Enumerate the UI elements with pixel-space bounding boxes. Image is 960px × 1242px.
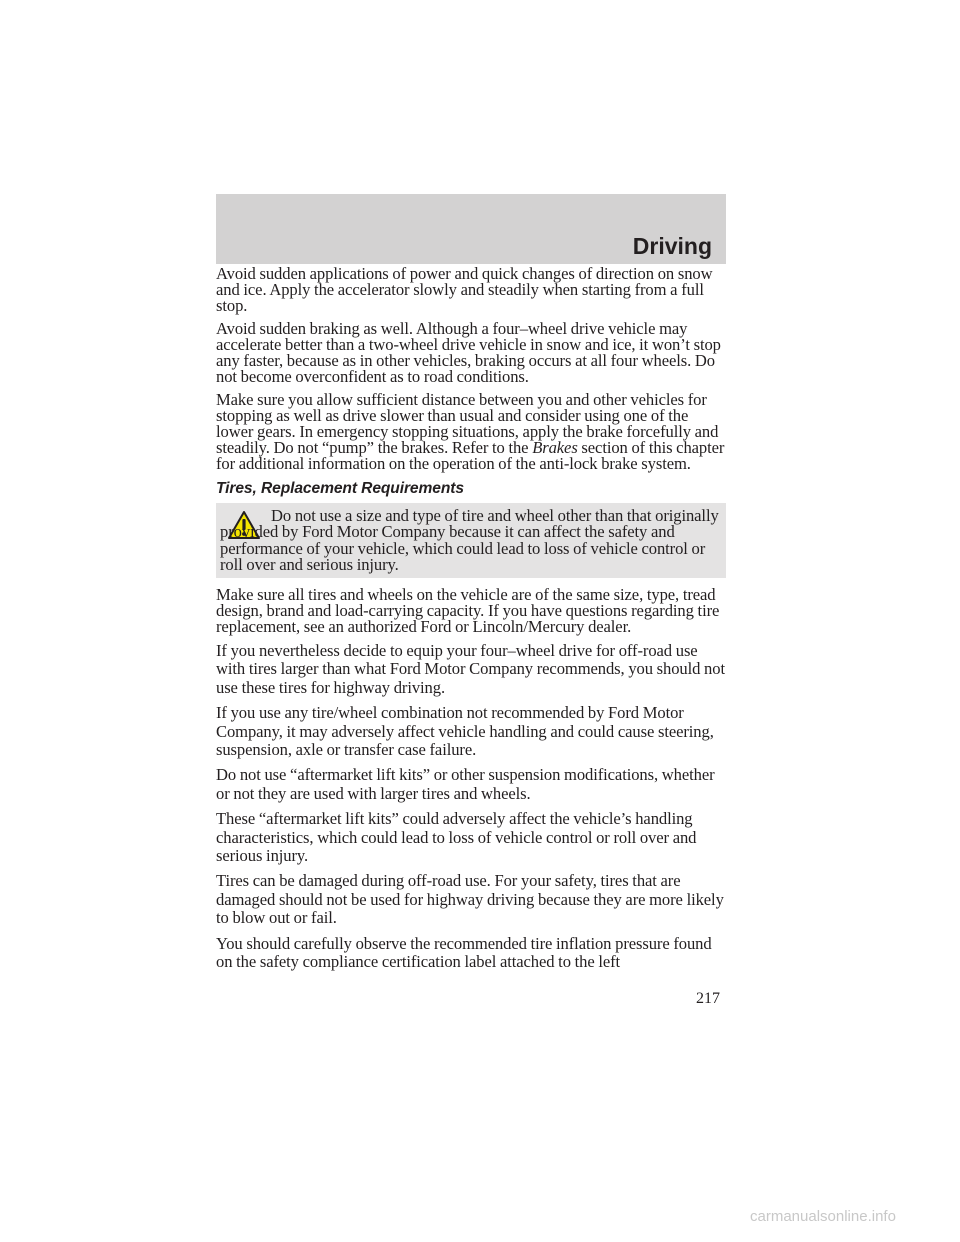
section-title: Driving [632, 233, 712, 259]
section-header-band [216, 194, 726, 264]
page-number: 217 [696, 990, 720, 1007]
watermark: carmanualsonline.info [750, 1208, 896, 1225]
paragraph-text-before-ref: Make sure you allow sufficient distance between you and other vehicles for stopping as well as drive slower than usual and consider using one of the lower gears. In emergency stopping situations, apply the brake forcefully and steadily. Do not “pump” the brakes. Refer to the [216, 390, 719, 457]
paragraph-tire-combination: If you use any tire/wheel combination not recommended by Ford Motor Company, it may adversely affect vehicle handling and could cause steering, suspension, axle or transfer case failure. [216, 703, 714, 760]
paragraph-power-direction: Avoid sudden applications of power and quick changes of direction on snow and ice. Apply the accelerator slowly and steadily when starting from a full stop. [216, 264, 713, 315]
tires-replacement-heading: Tires, Replacement Requirements [216, 480, 464, 497]
paragraph-same-size-tires: Make sure all tires and wheels on the vehicle are of the same size, type, tread design, brand and load-carrying capacity. If you have questions regarding tire replacement, see an authorized Ford or Lincoln/Mercury dealer. [216, 585, 720, 636]
page-content [216, 266, 728, 978]
paragraph-lift-kits-effects: These “aftermarket lift kits” could adversely affect the vehicle’s handling characteristics, which could lead to loss of vehicle control or roll over and serious injury. [216, 809, 697, 866]
paragraph-text-after-ref: section of this chapter for additional information on the operation of the anti-lock brake system. [216, 438, 725, 473]
brakes-section-reference: Brakes [532, 438, 578, 457]
warning-text: Do not use a size and type of tire and wheel other than that originally provided by Ford Motor Company because it can affect the safety and performance of your vehicle, which could lead to loss of vehicle control or roll over and serious injury. [220, 506, 719, 574]
paragraph-offroad-damage: Tires can be damaged during off-road use. For your safety, tires that are damaged should not be used for highway driving because they are more likely to blow out or fail. [216, 871, 724, 928]
paragraph-larger-tires: If you nevertheless decide to equip your four–wheel drive for off-road use with tires larger than what Ford Motor Company recommends, you should not use these tires for highway driving. [216, 641, 725, 697]
paragraph-stopping-distance [216, 392, 728, 472]
warning-box [216, 503, 726, 578]
paragraph-lift-kits: Do not use “aftermarket lift kits” or other suspension modifications, whether or not they are used with larger tires and wheels. [216, 765, 715, 803]
paragraph-inflation-pressure: You should carefully observe the recommended tire inflation pressure found on the safety compliance certification label attached to the left [216, 933, 712, 971]
paragraph-sudden-braking: Avoid sudden braking as well. Although a four–wheel drive vehicle may accelerate better than a two-wheel drive vehicle in snow and ice, it won’t stop any faster, because as in other vehicles, braking occurs at all four wheels. Do not become overconfident as to road conditions. [216, 319, 721, 386]
